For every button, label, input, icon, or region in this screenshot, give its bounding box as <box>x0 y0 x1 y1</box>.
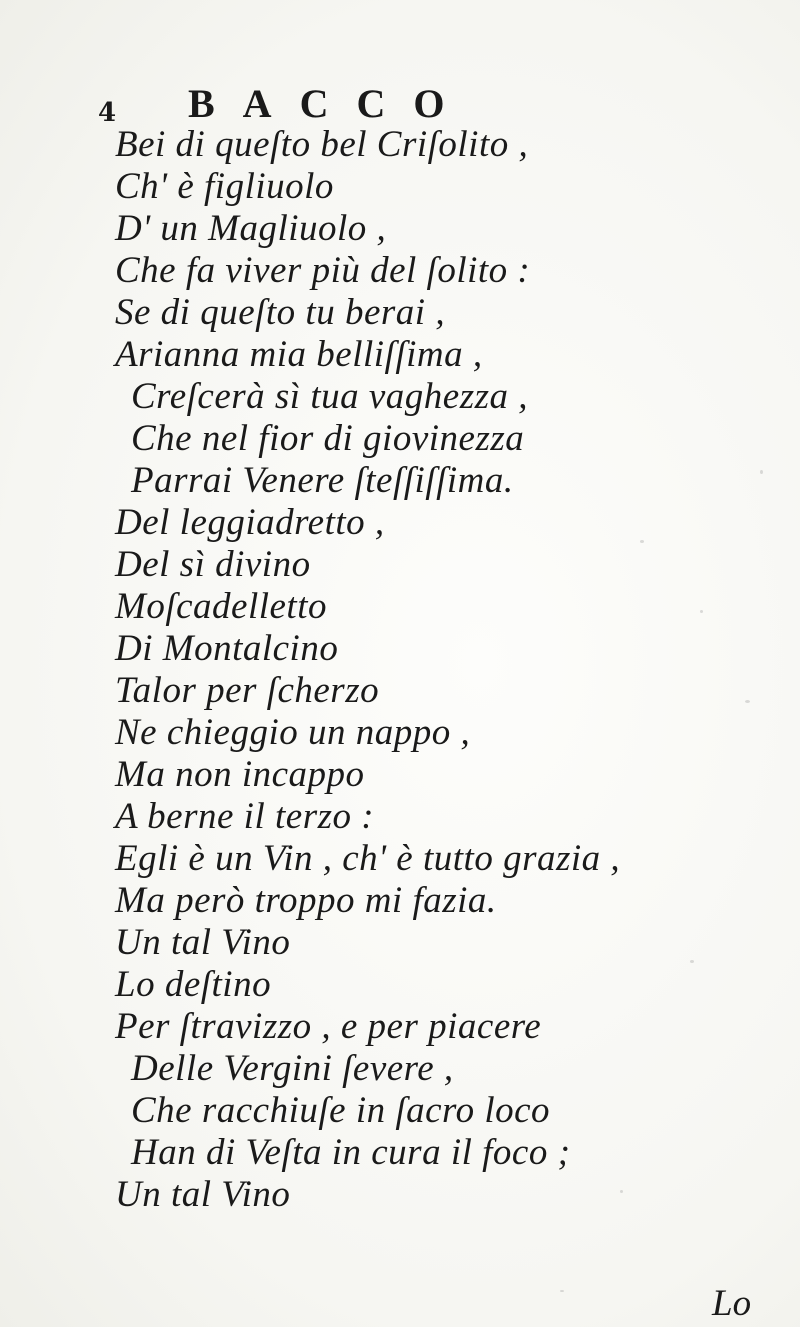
verse-line: Bei di queſto bel Criſolito , <box>115 124 529 165</box>
verse-line: Un tal Vino <box>115 922 291 963</box>
running-title: BACCO <box>188 81 473 126</box>
verse-line: D' un Magliuolo , <box>115 208 387 249</box>
paper-speck <box>620 1190 623 1193</box>
verse-line: Egli è un Vin , ch' è tutto grazia , <box>115 838 621 879</box>
paper-speck <box>560 1290 564 1292</box>
verse-line: Delle Vergini ſevere , <box>131 1048 454 1089</box>
verse-line: Di Montalcino <box>115 628 339 669</box>
paper-speck <box>745 700 750 703</box>
verse-line: Moſcadelletto <box>115 586 327 627</box>
verse-line: Talor per ſcherzo <box>115 670 380 711</box>
catchword: Lo <box>712 1283 752 1324</box>
verse-line: Lo deſtino <box>115 964 272 1005</box>
paper-speck <box>690 960 694 963</box>
paper-speck <box>640 540 644 543</box>
paper-speck <box>700 610 703 613</box>
verse-line: Ma però troppo mi fazia. <box>115 880 497 921</box>
verse-line: Per ſtravizzo , e per piacere <box>115 1006 542 1047</box>
verse-line: Han di Veſta in cura il foco ; <box>131 1132 571 1173</box>
verse-line: Parrai Venere ſteſſiſſima. <box>131 460 514 501</box>
verse-line: Se di queſto tu berai , <box>115 292 446 333</box>
verse-line: Ma non incappo <box>115 754 365 795</box>
verse-line: Un tal Vino <box>115 1174 291 1215</box>
verse-line: Che racchiuſe in ſacro loco <box>131 1090 551 1131</box>
verse-line: Ch' è figliuolo <box>115 166 334 207</box>
paper-speck <box>760 470 763 474</box>
verse-line: Arianna mia belliſſima , <box>115 334 483 375</box>
verse-line: A berne il terzo : <box>115 796 375 837</box>
page-number: 4 <box>98 98 117 128</box>
verse-line: Del leggiadretto , <box>115 502 385 543</box>
verse-line: Ne chieggio un nappo , <box>115 712 471 753</box>
verse-line: Che nel fior di giovinezza <box>131 418 525 459</box>
verse-line: Creſcerà sì tua vaghezza , <box>131 376 529 417</box>
page-header <box>98 80 718 130</box>
verse-line: Del sì divino <box>115 544 311 585</box>
verse-line: Che fa viver più del ſolito : <box>115 250 531 291</box>
